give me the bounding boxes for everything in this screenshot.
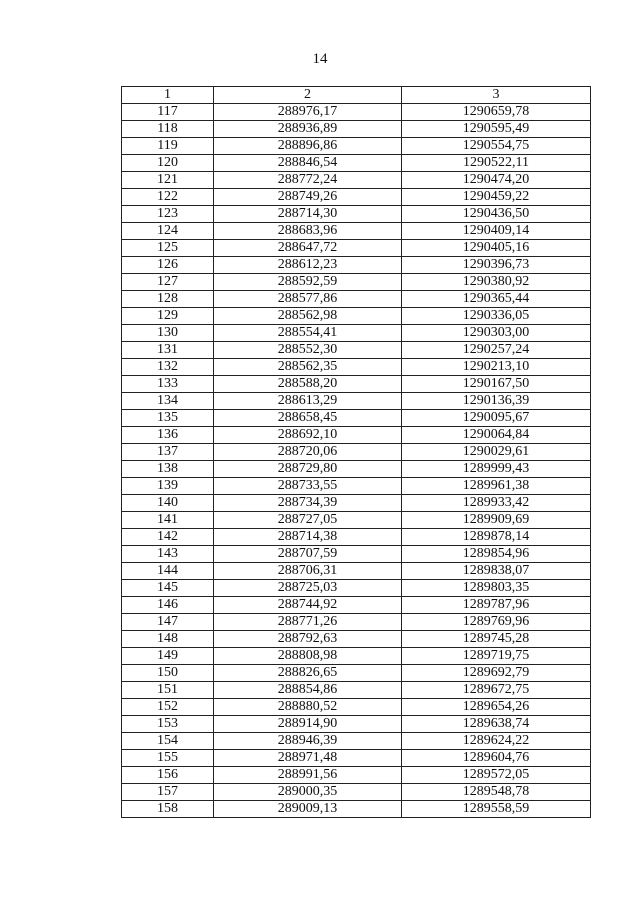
x-coordinate-cell: 288592,59 — [214, 274, 402, 291]
y-coordinate-cell: 1290595,49 — [402, 121, 591, 138]
y-coordinate-cell: 1290064,84 — [402, 427, 591, 444]
table-row — [122, 563, 591, 580]
y-coordinate-cell: 1289638,74 — [402, 716, 591, 733]
point-number-cell: 132 — [122, 359, 214, 376]
x-coordinate-cell: 288725,03 — [214, 580, 402, 597]
table-row — [122, 444, 591, 461]
x-coordinate-cell: 288562,35 — [214, 359, 402, 376]
x-coordinate-cell: 288914,90 — [214, 716, 402, 733]
table-row — [122, 138, 591, 155]
table-row — [122, 801, 591, 818]
table-row — [122, 682, 591, 699]
table-row — [122, 206, 591, 223]
table-row — [122, 172, 591, 189]
point-number-cell: 129 — [122, 308, 214, 325]
table-row — [122, 359, 591, 376]
x-coordinate-cell: 288826,65 — [214, 665, 402, 682]
y-coordinate-cell: 1289719,75 — [402, 648, 591, 665]
table-header-row — [122, 87, 591, 104]
point-number-cell: 158 — [122, 801, 214, 818]
x-coordinate-cell: 288706,31 — [214, 563, 402, 580]
y-coordinate-cell: 1290029,61 — [402, 444, 591, 461]
x-coordinate-cell: 289009,13 — [214, 801, 402, 818]
x-coordinate-cell: 288647,72 — [214, 240, 402, 257]
y-coordinate-cell: 1289769,96 — [402, 614, 591, 631]
point-number-cell: 143 — [122, 546, 214, 563]
y-coordinate-cell: 1290167,50 — [402, 376, 591, 393]
table-row — [122, 223, 591, 240]
y-coordinate-cell: 1290436,50 — [402, 206, 591, 223]
y-coordinate-cell: 1290474,20 — [402, 172, 591, 189]
x-coordinate-cell: 288552,30 — [214, 342, 402, 359]
table-row — [122, 257, 591, 274]
y-coordinate-cell: 1290365,44 — [402, 291, 591, 308]
point-number-cell: 120 — [122, 155, 214, 172]
y-coordinate-cell: 1289838,07 — [402, 563, 591, 580]
y-coordinate-cell: 1289745,28 — [402, 631, 591, 648]
point-number-cell: 119 — [122, 138, 214, 155]
x-coordinate-cell: 288971,48 — [214, 750, 402, 767]
coordinates-table — [121, 86, 591, 818]
table-row — [122, 189, 591, 206]
point-number-cell: 131 — [122, 342, 214, 359]
y-coordinate-cell: 1289854,96 — [402, 546, 591, 563]
table-row — [122, 631, 591, 648]
point-number-cell: 137 — [122, 444, 214, 461]
point-number-cell: 135 — [122, 410, 214, 427]
x-coordinate-cell: 288554,41 — [214, 325, 402, 342]
point-number-cell: 149 — [122, 648, 214, 665]
x-coordinate-cell: 288991,56 — [214, 767, 402, 784]
x-coordinate-cell: 288772,24 — [214, 172, 402, 189]
x-coordinate-cell: 288896,86 — [214, 138, 402, 155]
x-coordinate-cell: 288707,59 — [214, 546, 402, 563]
table-row — [122, 461, 591, 478]
table-row — [122, 733, 591, 750]
column-header-2: 2 — [214, 87, 402, 104]
y-coordinate-cell: 1290095,67 — [402, 410, 591, 427]
x-coordinate-cell: 288692,10 — [214, 427, 402, 444]
x-coordinate-cell: 288749,26 — [214, 189, 402, 206]
x-coordinate-cell: 288808,98 — [214, 648, 402, 665]
y-coordinate-cell: 1290303,00 — [402, 325, 591, 342]
table-row — [122, 342, 591, 359]
point-number-cell: 138 — [122, 461, 214, 478]
table-row — [122, 648, 591, 665]
point-number-cell: 122 — [122, 189, 214, 206]
x-coordinate-cell: 288720,06 — [214, 444, 402, 461]
point-number-cell: 154 — [122, 733, 214, 750]
point-number-cell: 141 — [122, 512, 214, 529]
point-number-cell: 128 — [122, 291, 214, 308]
y-coordinate-cell: 1289654,26 — [402, 699, 591, 716]
point-number-cell: 144 — [122, 563, 214, 580]
table-row — [122, 274, 591, 291]
point-number-cell: 124 — [122, 223, 214, 240]
y-coordinate-cell: 1290409,14 — [402, 223, 591, 240]
x-coordinate-cell: 288846,54 — [214, 155, 402, 172]
y-coordinate-cell: 1289787,96 — [402, 597, 591, 614]
table-row — [122, 240, 591, 257]
table-row — [122, 121, 591, 138]
y-coordinate-cell: 1289672,75 — [402, 682, 591, 699]
point-number-cell: 151 — [122, 682, 214, 699]
point-number-cell: 155 — [122, 750, 214, 767]
table-row — [122, 784, 591, 801]
table-row — [122, 512, 591, 529]
point-number-cell: 126 — [122, 257, 214, 274]
point-number-cell: 152 — [122, 699, 214, 716]
point-number-cell: 123 — [122, 206, 214, 223]
y-coordinate-cell: 1289909,69 — [402, 512, 591, 529]
table-row — [122, 546, 591, 563]
y-coordinate-cell: 1289878,14 — [402, 529, 591, 546]
x-coordinate-cell: 288714,30 — [214, 206, 402, 223]
table-row — [122, 478, 591, 495]
point-number-cell: 125 — [122, 240, 214, 257]
point-number-cell: 140 — [122, 495, 214, 512]
column-header-1: 1 — [122, 87, 214, 104]
y-coordinate-cell: 1289961,38 — [402, 478, 591, 495]
table-row — [122, 750, 591, 767]
x-coordinate-cell: 288729,80 — [214, 461, 402, 478]
y-coordinate-cell: 1290336,05 — [402, 308, 591, 325]
x-coordinate-cell: 288792,63 — [214, 631, 402, 648]
table-row — [122, 291, 591, 308]
y-coordinate-cell: 1290380,92 — [402, 274, 591, 291]
x-coordinate-cell: 288714,38 — [214, 529, 402, 546]
point-number-cell: 148 — [122, 631, 214, 648]
x-coordinate-cell: 289000,35 — [214, 784, 402, 801]
point-number-cell: 118 — [122, 121, 214, 138]
point-number-cell: 121 — [122, 172, 214, 189]
table-row — [122, 529, 591, 546]
x-coordinate-cell: 288727,05 — [214, 512, 402, 529]
table-row — [122, 104, 591, 121]
table-row — [122, 325, 591, 342]
point-number-cell: 134 — [122, 393, 214, 410]
x-coordinate-cell: 288577,86 — [214, 291, 402, 308]
table-row — [122, 614, 591, 631]
table-row — [122, 580, 591, 597]
point-number-cell: 130 — [122, 325, 214, 342]
y-coordinate-cell: 1289803,35 — [402, 580, 591, 597]
x-coordinate-cell: 288771,26 — [214, 614, 402, 631]
y-coordinate-cell: 1290136,39 — [402, 393, 591, 410]
point-number-cell: 127 — [122, 274, 214, 291]
x-coordinate-cell: 288734,39 — [214, 495, 402, 512]
y-coordinate-cell: 1290659,78 — [402, 104, 591, 121]
x-coordinate-cell: 288733,55 — [214, 478, 402, 495]
y-coordinate-cell: 1289548,78 — [402, 784, 591, 801]
point-number-cell: 156 — [122, 767, 214, 784]
column-header-3: 3 — [402, 87, 591, 104]
y-coordinate-cell: 1290405,16 — [402, 240, 591, 257]
y-coordinate-cell: 1290396,73 — [402, 257, 591, 274]
point-number-cell: 136 — [122, 427, 214, 444]
x-coordinate-cell: 288976,17 — [214, 104, 402, 121]
page-number: 14 — [312, 51, 328, 67]
table-row — [122, 393, 591, 410]
point-number-cell: 150 — [122, 665, 214, 682]
point-number-cell: 117 — [122, 104, 214, 121]
y-coordinate-cell: 1290257,24 — [402, 342, 591, 359]
y-coordinate-cell: 1290213,10 — [402, 359, 591, 376]
x-coordinate-cell: 288588,20 — [214, 376, 402, 393]
y-coordinate-cell: 1289933,42 — [402, 495, 591, 512]
table-row — [122, 155, 591, 172]
x-coordinate-cell: 288854,86 — [214, 682, 402, 699]
point-number-cell: 145 — [122, 580, 214, 597]
x-coordinate-cell: 288658,45 — [214, 410, 402, 427]
y-coordinate-cell: 1290554,75 — [402, 138, 591, 155]
x-coordinate-cell: 288880,52 — [214, 699, 402, 716]
table-row — [122, 767, 591, 784]
point-number-cell: 157 — [122, 784, 214, 801]
table-row — [122, 376, 591, 393]
y-coordinate-cell: 1289624,22 — [402, 733, 591, 750]
x-coordinate-cell: 288946,39 — [214, 733, 402, 750]
x-coordinate-cell: 288936,89 — [214, 121, 402, 138]
x-coordinate-cell: 288562,98 — [214, 308, 402, 325]
y-coordinate-cell: 1290522,11 — [402, 155, 591, 172]
x-coordinate-cell: 288744,92 — [214, 597, 402, 614]
point-number-cell: 142 — [122, 529, 214, 546]
table-row — [122, 427, 591, 444]
table-body — [122, 104, 591, 818]
x-coordinate-cell: 288612,23 — [214, 257, 402, 274]
table-row — [122, 597, 591, 614]
y-coordinate-cell: 1289692,79 — [402, 665, 591, 682]
y-coordinate-cell: 1289604,76 — [402, 750, 591, 767]
point-number-cell: 147 — [122, 614, 214, 631]
point-number-cell: 133 — [122, 376, 214, 393]
y-coordinate-cell: 1289572,05 — [402, 767, 591, 784]
table-row — [122, 716, 591, 733]
table-row — [122, 308, 591, 325]
y-coordinate-cell: 1290459,22 — [402, 189, 591, 206]
point-number-cell: 153 — [122, 716, 214, 733]
y-coordinate-cell: 1289999,43 — [402, 461, 591, 478]
table-row — [122, 665, 591, 682]
point-number-cell: 146 — [122, 597, 214, 614]
point-number-cell: 139 — [122, 478, 214, 495]
table-row — [122, 410, 591, 427]
x-coordinate-cell: 288613,29 — [214, 393, 402, 410]
x-coordinate-cell: 288683,96 — [214, 223, 402, 240]
y-coordinate-cell: 1289558,59 — [402, 801, 591, 818]
table-row — [122, 699, 591, 716]
table-row — [122, 495, 591, 512]
